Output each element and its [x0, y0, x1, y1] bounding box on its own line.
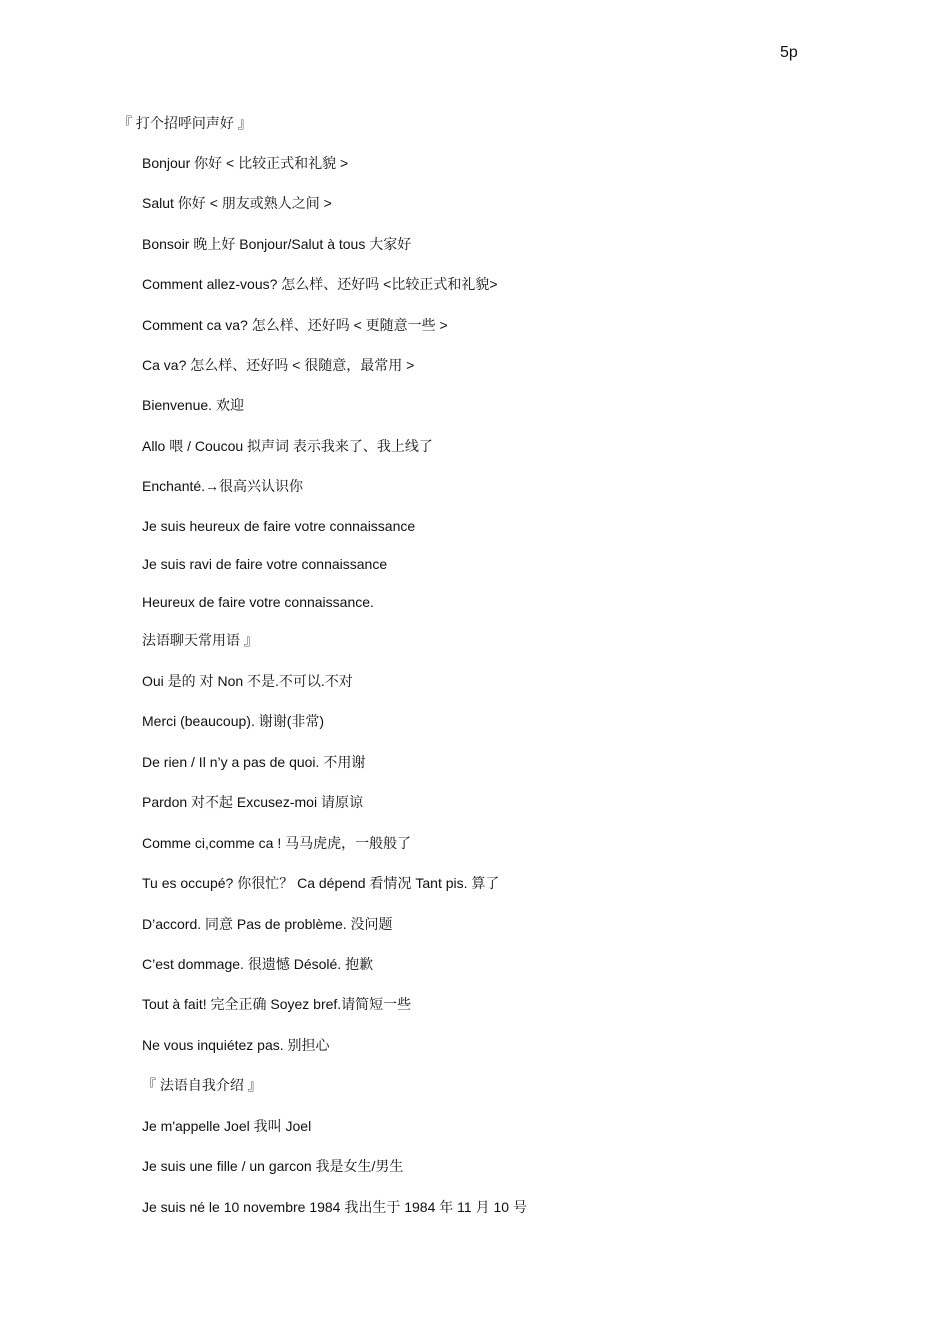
- phrase-line: Bonjour 你好 < 比较正式和礼貌 >: [142, 155, 349, 171]
- phrase-line: Je m'appelle Joel 我叫 Joel: [142, 1118, 312, 1134]
- section-heading-chat: 法语聊天常用语 』: [142, 632, 258, 648]
- phrase-line: Pardon 对不起 Excusez-moi 请原谅: [142, 794, 363, 810]
- phrase-line: Heureux de faire votre connaissance.: [142, 594, 374, 610]
- phrase-line: D’accord. 同意 Pas de problème. 没问题: [142, 916, 393, 932]
- phrase-line: De rien / Il n’y a pas de quoi. 不用谢: [142, 754, 366, 770]
- phrase-line: Je suis ravi de faire votre connaissance: [142, 556, 388, 572]
- phrase-line: Comment allez-vous? 怎么样、还好吗 <比较正式和礼貌>: [142, 276, 498, 292]
- phrase-line: Comme ci,comme ca ! 马马虎虎，一般般了: [142, 835, 412, 851]
- phrase-line: Tout à fait! 完全正确 Soyez bref.请简短一些: [142, 996, 412, 1012]
- phrase-line: C’est dommage. 很遗憾 Désolé. 抱歉: [142, 956, 374, 972]
- section-heading-greetings: 『 打个招呼问声好 』: [118, 115, 252, 131]
- phrase-line: Tu es occupé? 你很忙？ Ca dépend 看情况 Tant pis. 算了: [142, 875, 500, 891]
- phrase-line: Ne vous inquiétez pas. 别担心: [142, 1037, 330, 1053]
- phrase-line: Enchanté.→很高兴认识你: [142, 478, 304, 494]
- phrase-line: Bienvenue. 欢迎: [142, 397, 244, 413]
- phrase-line: Allo 喂 / Coucou 拟声词 表示我来了、我上线了: [142, 438, 433, 454]
- phrase-line: Merci (beaucoup). 谢谢(非常): [142, 713, 325, 729]
- section-heading-intro: 『 法语自我介绍 』: [142, 1077, 262, 1093]
- phrase-line: Comment ca va? 怎么样、还好吗 < 更随意一些 >: [142, 317, 448, 333]
- phrase-line: Bonsoir 晚上好 Bonjour/Salut à tous 大家好: [142, 236, 412, 252]
- phrase-line: Salut 你好 < 朋友或熟人之间 >: [142, 195, 332, 211]
- page-number: 5p: [780, 44, 798, 61]
- phrase-line: Oui 是的 对 Non 不是.不可以.不对: [142, 673, 353, 689]
- phrase-line: Je suis heureux de faire votre connaissance: [142, 518, 416, 534]
- phrase-line: Je suis une fille / un garcon 我是女生/男生: [142, 1158, 404, 1174]
- phrase-line: Ca va? 怎么样、还好吗 < 很随意，最常用 >: [142, 357, 415, 373]
- phrase-line: Je suis né le 10 novembre 1984 我出生于 1984 年 11 月 10 号: [142, 1199, 527, 1215]
